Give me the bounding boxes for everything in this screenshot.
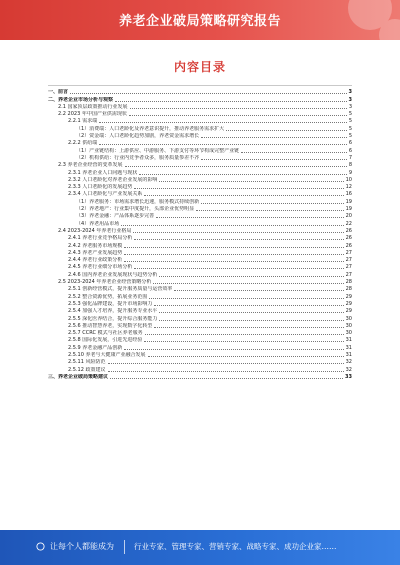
toc-entry-page: 31: [345, 351, 352, 358]
toc-entry-label: 2.4 2023-2024 年养老行业格局: [58, 227, 132, 234]
toc-leader-dots: [159, 319, 343, 321]
toc-entry-page: 28: [345, 279, 352, 286]
toc-entry-page: 3: [348, 89, 352, 96]
footer-slogan-left: 让每个人都能成为: [50, 542, 114, 551]
toc-entry[interactable]: [48, 373, 352, 380]
toc-entry[interactable]: [48, 103, 352, 110]
toc-entry[interactable]: [48, 343, 352, 350]
toc-leader-dots: [241, 151, 347, 153]
toc-entry-page: 26: [345, 227, 352, 234]
toc-entry[interactable]: [48, 234, 352, 241]
toc-entry-page: 22: [345, 220, 352, 227]
toc-entry[interactable]: [48, 197, 352, 204]
toc-entry-label: 2.5.12 政策建议: [68, 366, 106, 373]
toc-entry[interactable]: [48, 161, 352, 168]
toc-entry-label: 2.5.4 加强人才培养，提升服务专业水平: [68, 308, 158, 315]
toc-entry-label: 2.3.4 人口老龄化与产业发展关系: [68, 191, 143, 198]
toc-leader-dots: [144, 340, 343, 342]
toc-leader-dots: [149, 297, 343, 299]
toc-entry-page: 20: [345, 213, 352, 220]
toc-entry[interactable]: [48, 336, 352, 343]
toc-entry-page: 27: [345, 264, 352, 271]
toc-entry-page: 30: [345, 330, 352, 337]
toc-entry-label: （1）产业链结构：上游供应、中游服务、下游支付等环节构成完整产业链: [76, 147, 240, 154]
toc-entry-page: 5: [348, 125, 352, 132]
toc-entry-label: 2.3.3 人口老龄化的发展趋势: [68, 184, 133, 191]
toc-entry-label: 2.5.11 风险防范: [68, 359, 106, 366]
toc-leader-dots: [99, 121, 347, 123]
toc-entry-label: 2.5.9 养老金融产品创新: [68, 344, 123, 351]
toc-entry-page: 8: [348, 162, 352, 169]
toc-leader-dots: [124, 260, 343, 262]
toc-entry-page: 3: [348, 96, 352, 103]
toc-entry-label: 一、前言: [48, 89, 69, 96]
toc-entry[interactable]: [48, 329, 352, 336]
toc-leader-dots: [134, 238, 343, 240]
toc-entry-label: （1）消费端：人口老龄化及养老意识提升，推动养老服务需求扩大: [76, 125, 225, 132]
toc-entry-label: 2.4.2 养老服务市场规模: [68, 242, 123, 249]
footer-divider: [124, 540, 125, 554]
toc-entry-label: 2.2 2023 年中国产业供需现状: [58, 111, 127, 118]
toc-entry[interactable]: [48, 219, 352, 226]
toc-entry[interactable]: [48, 95, 352, 102]
toc-entry-page: 19: [345, 198, 352, 205]
report-header-banner: [0, 0, 400, 40]
toc-title: 内容目录: [173, 60, 226, 74]
toc-entry-label: 2.5 2023-2024 年养老企业经营策略分析: [58, 279, 152, 286]
toc-entry-page: 33: [345, 373, 352, 380]
toc-leader-dots: [108, 362, 344, 364]
toc-leader-dots: [159, 311, 343, 313]
toc-entry-label: 2.5.10 养老与大健康产业融合发展: [68, 351, 146, 358]
toc-entry-label: 2.5.7 CCRC 模式与社区养老服务: [68, 330, 143, 337]
toc-entry-page: 27: [345, 249, 352, 256]
toc-entry-label: 2.5.2 整合资源优势，拓展业务范围: [68, 293, 148, 300]
toc-entry-label: 2.3.2 人口老龄化对养老企业发展的影响: [68, 176, 158, 183]
toc-entry-label: 2.3.1 养老企业人口问题与现状: [68, 169, 138, 176]
toc-leader-dots: [201, 158, 347, 160]
toc-leader-dots: [145, 333, 344, 335]
toc-entry-page: 6: [348, 147, 352, 154]
toc-entry-page: 9: [348, 169, 352, 176]
toc-entry-label: （4）养老用品市场: [76, 220, 120, 227]
toc-leader-dots: [124, 253, 343, 255]
toc-entry[interactable]: [48, 249, 352, 256]
toc-entry[interactable]: [48, 263, 352, 270]
toc-entry[interactable]: [48, 124, 352, 131]
table-of-contents: [48, 88, 352, 380]
toc-leader-dots: [70, 92, 347, 94]
toc-leader-dots: [174, 289, 343, 291]
toc-entry[interactable]: [48, 256, 352, 263]
toc-entry[interactable]: [48, 314, 352, 321]
toc-entry-page: 5: [348, 111, 352, 118]
toc-entry[interactable]: [48, 351, 352, 358]
toc-entry-label: （2）机构供给：行业内竞争者众多，服务质量参差不齐: [76, 154, 200, 161]
toc-leader-dots: [154, 326, 343, 328]
toc-leader-dots: [125, 165, 347, 167]
toc-leader-dots: [153, 282, 343, 284]
toc-entry[interactable]: [48, 307, 352, 314]
toc-entry-page: 19: [345, 206, 352, 213]
toc-entry-page: 30: [345, 322, 352, 329]
toc-entry[interactable]: [48, 117, 352, 124]
toc-entry-label: 2.2.2 供给端: [68, 140, 98, 147]
toc-leader-dots: [201, 202, 343, 204]
toc-leader-dots: [139, 173, 346, 175]
toc-entry-page: 27: [345, 257, 352, 264]
toc-entry-label: （2）养老地产：行业集中度提升，头部企业优势明显: [76, 206, 195, 213]
toc-entry-page: 29: [345, 293, 352, 300]
toc-entry-page: 12: [345, 184, 352, 191]
toc-entry-label: 2.2.1 需求端: [68, 118, 98, 125]
toc-entry-label: 2.4.5 养老行业细分市场分析: [68, 264, 133, 271]
toc-leader-dots: [226, 129, 347, 131]
toc-entry-page: 3: [348, 103, 352, 110]
toc-entry-page: 29: [345, 308, 352, 315]
toc-entry-label: 2.3 养老企业经营的变革发展: [58, 162, 123, 169]
toc-entry-page: 7: [348, 154, 352, 161]
toc-leader-dots: [134, 187, 343, 189]
toc-entry-label: 2.5.1 创新经营模式，提升服务质量与运营效率: [68, 286, 173, 293]
toc-entry[interactable]: [48, 132, 352, 139]
toc-entry[interactable]: [48, 241, 352, 248]
toc-entry-page: 29: [345, 300, 352, 307]
toc-entry[interactable]: [48, 176, 352, 183]
toc-entry-label: 2.5.6 推动智慧养老，实现数字化转型: [68, 322, 153, 329]
footer-banner: [0, 530, 400, 565]
toc-leader-dots: [99, 143, 347, 145]
report-title: 养老企业破局策略研究报告: [118, 14, 281, 29]
toc-entry-page: 27: [345, 271, 352, 278]
toc-leader-dots: [159, 180, 343, 182]
toc-entry-label: 2.1 国家顶层政策推动行业发展: [58, 103, 128, 110]
toc-entry[interactable]: [48, 212, 352, 219]
toc-divider: [48, 85, 352, 86]
toc-entry[interactable]: [48, 292, 352, 299]
toc-leader-dots: [124, 246, 343, 248]
toc-leader-dots: [196, 209, 343, 211]
toc-leader-dots: [110, 377, 343, 379]
toc-entry[interactable]: [48, 190, 352, 197]
toc-leader-dots: [148, 355, 344, 357]
toc-entry[interactable]: [48, 168, 352, 175]
toc-entry-page: 32: [345, 359, 352, 366]
toc-entry[interactable]: [48, 270, 352, 277]
toc-leader-dots: [134, 267, 343, 269]
toc-entry-page: 5: [348, 133, 352, 140]
toc-entry-label: 2.5.8 国际化发展，引进先进经验: [68, 337, 143, 344]
toc-entry[interactable]: [48, 358, 352, 365]
toc-entry-page: 10: [345, 176, 352, 183]
toc-leader-dots: [108, 370, 344, 372]
toc-entry[interactable]: [48, 139, 352, 146]
toc-entry-label: 2.4.1 养老行业竞争格局分析: [68, 235, 133, 242]
toc-entry-page: 26: [345, 242, 352, 249]
toc-entry[interactable]: [48, 300, 352, 307]
toc-entry-label: 2.5.3 强化品牌建设，提升市场影响力: [68, 300, 153, 307]
toc-entry-page: 31: [345, 337, 352, 344]
toc-leader-dots: [130, 107, 347, 109]
toc-leader-dots: [133, 231, 343, 233]
toc-entry-label: 2.4.6 国内养老企业发展现状与趋势分析: [68, 271, 158, 278]
toc-entry[interactable]: [48, 183, 352, 190]
toc-leader-dots: [115, 100, 347, 102]
toc-entry[interactable]: [48, 278, 352, 285]
toc-entry[interactable]: [48, 205, 352, 212]
speech-bubble-icon: [36, 542, 45, 551]
toc-leader-dots: [121, 224, 343, 226]
toc-entry-page: 30: [345, 315, 352, 322]
toc-leader-dots: [124, 348, 343, 350]
toc-entry-label: 2.4.4 养老行业政策分析: [68, 257, 123, 264]
toc-leader-dots: [201, 136, 347, 138]
toc-entry[interactable]: [48, 285, 352, 292]
toc-entry[interactable]: [48, 322, 352, 329]
toc-entry-page: 28: [345, 286, 352, 293]
toc-entry[interactable]: [48, 365, 352, 372]
toc-entry-label: 二、养老企业市场分析与观察: [48, 96, 114, 103]
toc-entry[interactable]: [48, 154, 352, 161]
toc-entry-label: （3）养老金融：产品体系逐步完善: [76, 213, 155, 220]
toc-leader-dots: [156, 216, 343, 218]
toc-entry-page: 5: [348, 118, 352, 125]
toc-entry-page: 16: [345, 191, 352, 198]
toc-entry[interactable]: [48, 88, 352, 95]
toc-entry-label: （2）资金端：人口老龄化趋势加剧，养老资金需求增长: [76, 133, 200, 140]
toc-entry-page: 26: [345, 235, 352, 242]
footer-slogan-right: 行业专家、管理专家、营销专家、战略专家、成功企业家……: [134, 542, 337, 551]
toc-entry-label: 三、养老企业破局策略建议: [48, 373, 109, 380]
toc-entry-label: 2.4.3 养老产业发展趋势: [68, 249, 123, 256]
toc-entry-page: 32: [345, 366, 352, 373]
toc-entry-label: 2.5.5 深化医养结合，提升综合服务能力: [68, 315, 158, 322]
toc-leader-dots: [159, 275, 343, 277]
toc-entry-page: 31: [345, 344, 352, 351]
toc-entry[interactable]: [48, 227, 352, 234]
toc-entry-label: （1）养老服务：市场需求增长迅速，服务模式持续创新: [76, 198, 200, 205]
toc-entry[interactable]: [48, 110, 352, 117]
toc-entry-page: 6: [348, 140, 352, 147]
toc-entry[interactable]: [48, 146, 352, 153]
toc-leader-dots: [129, 114, 347, 116]
toc-leader-dots: [144, 194, 343, 196]
toc-leader-dots: [154, 304, 343, 306]
